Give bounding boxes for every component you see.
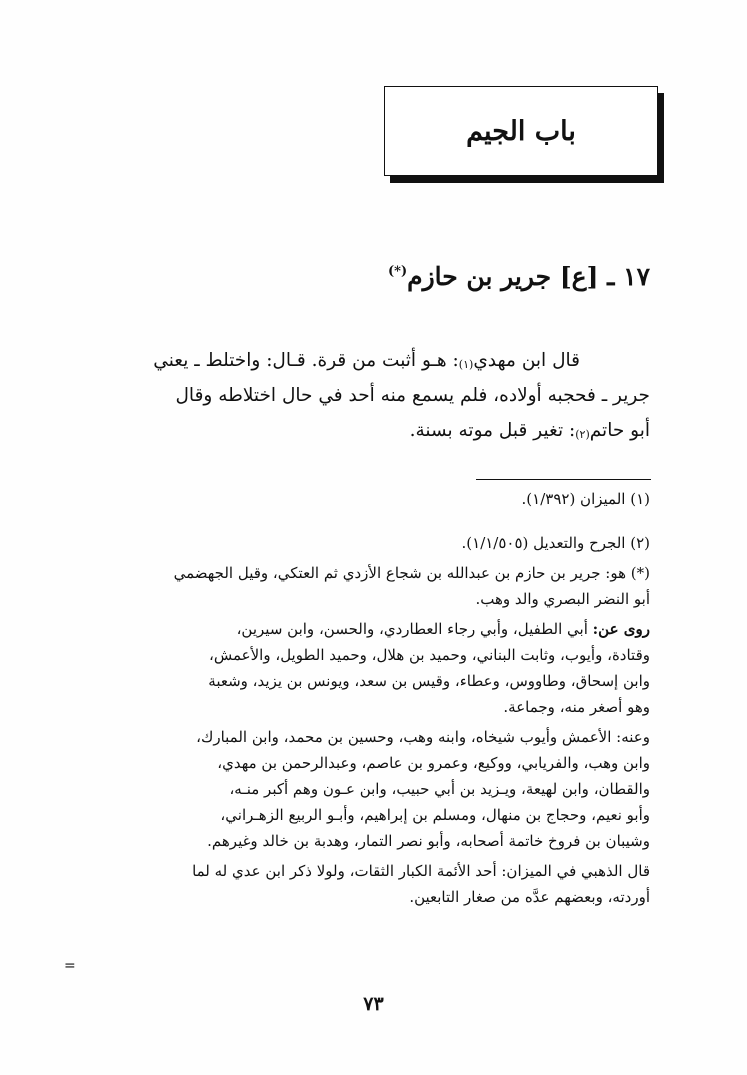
- footnote-line: وابن إسحاق، وطاووس، وعطاء، وقيس بن سعد، ويونس بن يزيد، وشعبة: [208, 672, 650, 690]
- main-line-part: : تغير قبل موته بسنة.: [409, 420, 576, 441]
- footnote-narrated-by: [90, 724, 650, 854]
- footnote-ref: (٢): [575, 428, 590, 441]
- footnote-dhahabi: [90, 858, 650, 910]
- footnote-line: وهو أصغر منه، وجماعة.: [503, 698, 650, 716]
- entry-heading-mark: (*): [388, 264, 408, 279]
- footnote-line: وعنه: الأعمش وأيوب شيخاه، وابنه وهب، وحسين بن محمد، وابن المبارك،: [196, 728, 650, 746]
- footnote-line: (*) هو: جرير بن حازم بن عبدالله بن شجاع الأزدي ثم العتكي، وقيل الجهضمي: [173, 564, 650, 582]
- chapter-title: باب الجيم: [466, 115, 576, 147]
- footnote-line: [90, 616, 650, 642]
- main-line-part: أبو حاتم: [589, 420, 650, 441]
- footnote-narrated-from: [90, 616, 650, 720]
- main-line-part: قال ابن مهدي: [473, 350, 580, 371]
- page-number: ٧٣: [363, 993, 384, 1015]
- footnote-biography: [90, 560, 650, 612]
- footnote-line: أبو النضر البصري والد وهب.: [475, 590, 650, 608]
- main-line: [98, 413, 650, 448]
- footnote-line: قال الذهبي في الميزان: أحد الأئمة الكبار الثقات، ولولا ذكر ابن عدي له لما: [192, 862, 650, 880]
- footnote-line: وابن وهب، والفريابي، ووكيع، وعمرو بن عاصم، وعبدالرحمن بن مهدي،: [217, 754, 650, 772]
- main-line-part: : هـو أثبت من قرة. قـال: واختلط ـ يعني: [153, 350, 459, 371]
- footnote-separator: [476, 479, 651, 480]
- continuation-mark: =: [64, 958, 76, 974]
- footnote-ref: (١): [458, 358, 474, 371]
- footnote-line-part: أبي الطفيل، وأبي رجاء العطاردي، والحسن، وابن سيرين،: [236, 620, 593, 638]
- footnote-1: (١) الميزان (١/٣٩٢).: [521, 490, 650, 508]
- footnote-line: أوردته، وبعضهم عدَّه من صغار التابعين.: [409, 888, 650, 906]
- main-text: [98, 343, 650, 448]
- footnote-line: وشيبان بن فروخ خاتمة أصحابه، وأبو نصر التمار، وهدبة بن خالد وغيرهم.: [207, 832, 650, 850]
- chapter-title-box: [384, 86, 658, 176]
- main-line: [98, 343, 650, 378]
- footnotes: [90, 486, 650, 910]
- footnote-line: وقتادة، وأيوب، وثابت البناني، وحميد بن هلال، وحميد الطويل، والأعمش،: [209, 646, 650, 664]
- footnote-line: والقطان، وابن لهيعة، ويـزيد بن أبي حبيب، وابن عـون وهم أكبر منـه،: [229, 780, 650, 798]
- main-line: جرير ـ فحجبه أولاده، فلم يسمع منه أحد في حال اختلاطه وقال: [175, 385, 650, 406]
- footnote-line: وأبو نعيم، وحجاج بن منهال، ومسلم بن إبراهيم، وأبـو الربيع الزهـراني،: [220, 806, 650, 824]
- entry-heading-text: ١٧ ـ [ع] جرير بن حازم: [407, 262, 650, 291]
- entry-heading: [388, 262, 650, 291]
- narrated-from-label: روى عن:: [592, 620, 650, 638]
- footnote-2: (٢) الجرح والتعديل (١/١/٥٠٥).: [461, 534, 650, 552]
